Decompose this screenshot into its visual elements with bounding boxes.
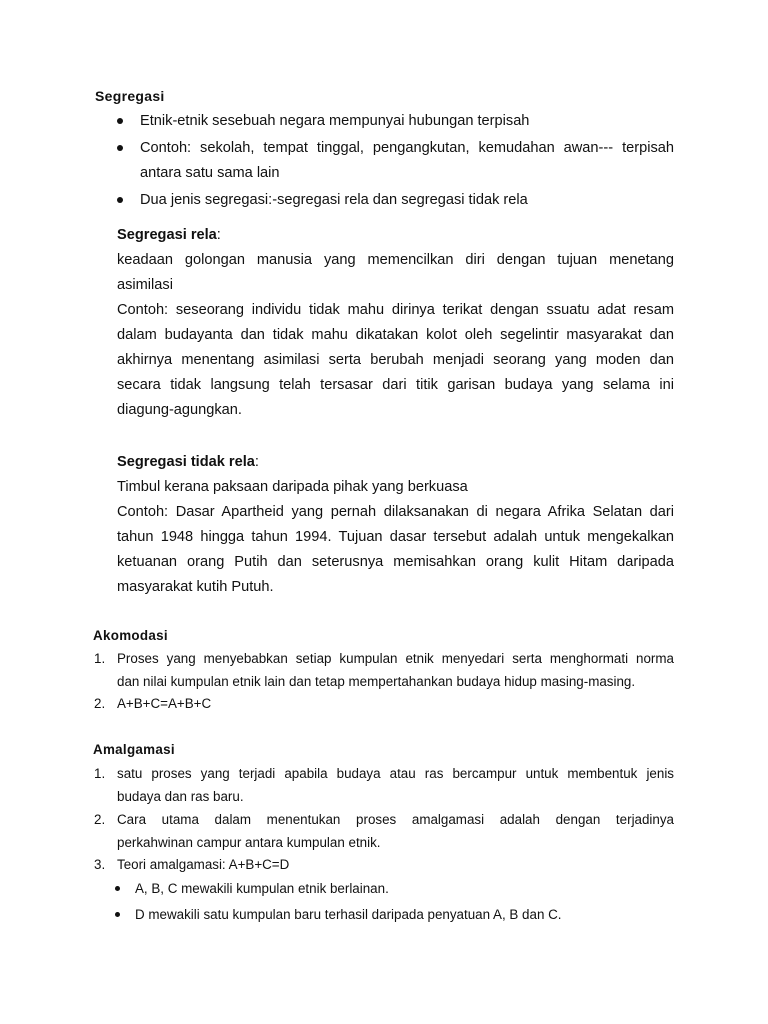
tidak-rela-line-5: masyarakat kutih Putuh. [117,579,274,595]
list-number: 1. [94,651,106,666]
subsection-colon: : [216,227,221,243]
amalgamasi-item-1-cont: budaya dan ras baru. [117,789,244,804]
amalgamasi-item-1: satu proses yang terjadi apabila budaya atau ras bercampur untuk membentuk jenis [117,766,674,781]
section-title-akomodasi: Akomodasi [93,628,168,643]
akomodasi-item-1-cont: dan nilai kumpulan etnik lain dan tetap mempertahankan budaya hidup masing-masing. [117,674,636,689]
akomodasi-item-2: A+B+C=A+B+C [117,696,212,711]
subsection-colon: : [254,454,259,470]
segregasi-bullet-3: Dua jenis segregasi:-segregasi rela dan segregasi tidak rela [140,192,528,208]
rela-line-3: Contoh: seseorang individu tidak mahu dirinya terikat dengan ssuatu adat resam [117,302,674,318]
rela-line-6: secara tidak langsung telah tersasar dari titik garisan budaya yang selama ini [117,377,674,393]
bullet-icon [115,886,120,891]
amalgamasi-sub-bullet-2: D mewakili satu kumpulan baru terhasil daripada penyatuan A, B dan C. [135,907,562,922]
bullet-icon [115,912,120,917]
subsection-title-tidak-rela: Segregasi tidak rela [117,454,255,470]
segregasi-bullet-1: Etnik-etnik sesebuah negara mempunyai hubungan terpisah [140,113,530,129]
subsection-heading-tidak-rela [117,454,259,470]
list-number: 2. [94,812,106,827]
tidak-rela-line-1: Timbul kerana paksaan daripada pihak yang berkuasa [117,479,468,495]
section-title-amalgamasi: Amalgamasi [93,742,175,757]
bullet-icon [117,118,123,124]
amalgamasi-item-2-cont: perkahwinan campur antara kumpulan etnik. [117,835,381,850]
akomodasi-item-1: Proses yang menyebabkan setiap kumpulan etnik menyedari serta menghormati norma [117,651,674,666]
list-number: 2. [94,696,106,711]
list-number: 3. [94,857,106,872]
rela-line-5: akhirnya menentang asimilasi serta berubah menjadi seorang yang moden dan [117,352,674,368]
subsection-title-rela: Segregasi rela [117,227,217,243]
tidak-rela-line-3: tahun 1948 hingga tahun 1994. Tujuan dasar tersebut adalah untuk mengekalkan [117,529,674,545]
amalgamasi-item-3: Teori amalgamasi: A+B+C=D [117,857,290,872]
rela-line-2: asimilasi [117,277,173,293]
list-number: 1. [94,766,106,781]
section-title-segregasi: Segregasi [95,88,165,104]
rela-line-4: dalam budayanta dan tidak mahu dikatakan kolot oleh segelintir masyarakat dan [117,327,674,343]
rela-line-7: diagung-agungkan. [117,402,242,418]
subsection-heading-rela [117,227,221,243]
tidak-rela-line-2: Contoh: Dasar Apartheid yang pernah dilaksanakan di negara Afrika Selatan dari [117,504,674,520]
rela-line-1: keadaan golongan manusia yang memencilkan diri dengan tujuan menetang [117,252,674,268]
segregasi-bullet-2: Contoh: sekolah, tempat tinggal, pengangkutan, kemudahan awan--- terpisah [140,140,674,156]
amalgamasi-sub-bullet-1: A, B, C mewakili kumpulan etnik berlainan. [135,881,389,896]
segregasi-bullet-2-cont: antara satu sama lain [140,165,280,181]
bullet-icon [117,145,123,151]
bullet-icon [117,197,123,203]
tidak-rela-line-4: ketuanan orang Putih dan seterusnya memisahkan orang kulit Hitam daripada [117,554,674,570]
amalgamasi-item-2: Cara utama dalam menentukan proses amalgamasi adalah dengan terjadinya [117,812,674,827]
